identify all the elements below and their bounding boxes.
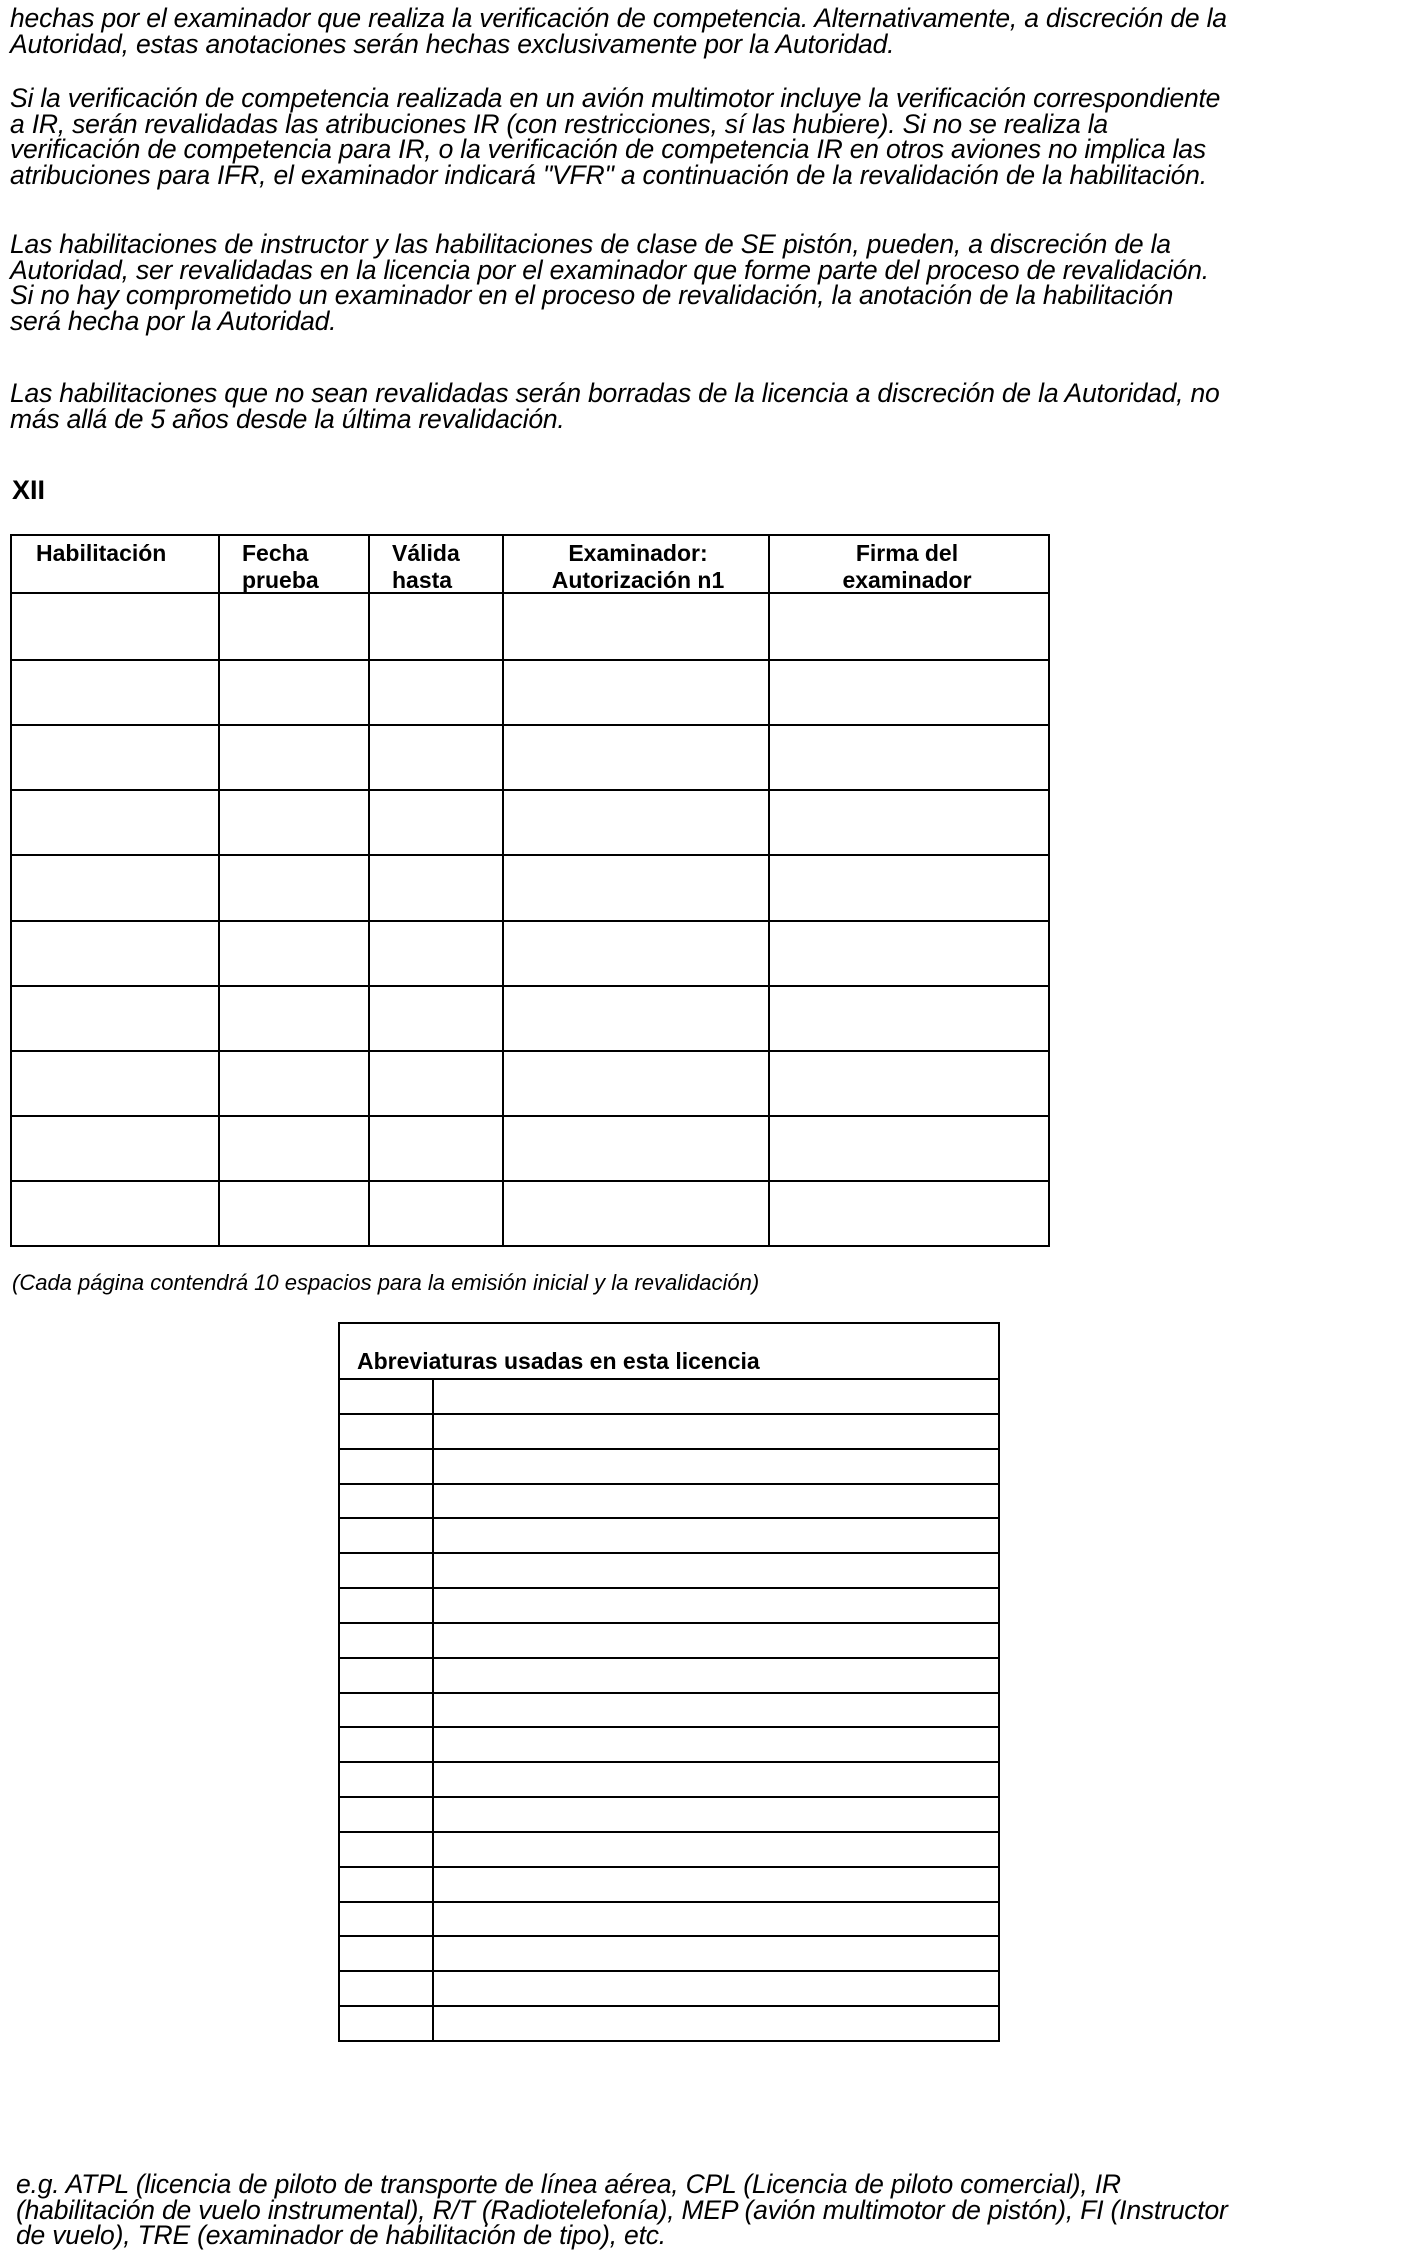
table-row-divider xyxy=(340,1622,998,1624)
table-row-divider xyxy=(340,1448,998,1450)
table-row-divider xyxy=(12,920,1048,922)
header-fecha-prueba: Fecha prueba xyxy=(242,540,319,593)
table-row-divider xyxy=(12,1180,1048,1182)
table-row-divider xyxy=(340,1657,998,1659)
header-examinador: Examinador: Autorización n1 xyxy=(551,540,725,593)
table-row-divider xyxy=(12,1050,1048,1052)
abbreviations-table-title: Abreviaturas usadas en esta licencia xyxy=(357,1348,760,1374)
abbreviations-header-divider xyxy=(340,1378,998,1380)
table-row-divider xyxy=(340,2005,998,2007)
column-divider xyxy=(432,1378,434,2040)
section-label: XII xyxy=(12,475,46,505)
table-row-divider xyxy=(340,1866,998,1868)
ratings-table-header xyxy=(12,536,1048,594)
table-row-divider xyxy=(340,1552,998,1554)
header-habilitacion: Habilitación xyxy=(36,540,167,566)
header-valida-hasta: Válida hasta xyxy=(392,540,460,593)
ratings-table-note: (Cada página contendrá 10 espacios para la emisión inicial y la revalidación) xyxy=(12,1270,760,1295)
paragraph-instructor-ratings: Las habilitaciones de instructor y las habilitaciones de clase de SE pistón, pueden, a discreción de la Autoridad, ser revalidadas en la licencia por el examinador que forme parte del proceso de revalidación. Si no hay comprometido un examinador en el proceso de revalidación, la anotación de la habilitación será hecha por la Autoridad. xyxy=(10,229,1209,336)
column-divider xyxy=(768,536,770,1245)
footnote-examples: e.g. ATPL (licencia de piloto de transporte de línea aérea, CPL (Licencia de piloto comercial), IR (habilitación de vuelo instrumental), R/T (Radiotelefonía), MEP (avión multimotor de pistón), FI (Instructor de vuelo), TRE (examinador de habilitación de tipo), etc. xyxy=(16,2169,1228,2250)
table-row-divider xyxy=(340,1901,998,1903)
table-row-divider xyxy=(12,1115,1048,1117)
table-row-divider xyxy=(12,724,1048,726)
table-row-divider xyxy=(12,985,1048,987)
table-row-divider xyxy=(340,1587,998,1589)
table-row-divider xyxy=(340,1796,998,1798)
table-row-divider xyxy=(340,1831,998,1833)
column-divider xyxy=(368,536,370,1245)
table-row-divider xyxy=(340,1761,998,1763)
header-firma: Firma del examinador xyxy=(842,540,972,593)
paragraph-non-revalidated-ratings: Las habilitaciones que no sean revalidadas serán borradas de la licencia a discreción de la Autoridad, no más allá de 5 años desde la última revalidación. xyxy=(10,378,1220,434)
column-divider xyxy=(218,536,220,1245)
table-row-divider xyxy=(340,1413,998,1415)
table-row-divider xyxy=(340,1692,998,1694)
table-row-divider xyxy=(340,1726,998,1728)
table-row-divider xyxy=(12,854,1048,856)
paragraph-ir-revalidation: Si la verificación de competencia realizada en un avión multimotor incluye la verificación correspondiente a IR, serán revalidadas las atribuciones IR (con restricciones, sí las hubiere). Si no se realiza la verificación de competencia para IR, o la verificación de competencia IR en otros aviones no implica las atribuciones para IFR, el examinador indicará "VFR" a continuación de la revalidación de la habilitación. xyxy=(10,83,1221,190)
table-row-divider xyxy=(12,789,1048,791)
abbreviations-table xyxy=(338,1322,1000,2042)
table-row-divider xyxy=(340,1970,998,1972)
paragraph-examiner-annotations: hechas por el examinador que realiza la verificación de competencia. Alternativamente, a discreción de la Autoridad, estas anotaciones serán hechas exclusivamente por la Autoridad. xyxy=(10,3,1227,59)
table-row-divider xyxy=(340,1935,998,1937)
column-divider xyxy=(502,536,504,1245)
table-row-divider xyxy=(12,659,1048,661)
table-row-divider xyxy=(340,1483,998,1485)
ratings-table xyxy=(10,534,1050,1247)
table-row-divider xyxy=(340,1517,998,1519)
